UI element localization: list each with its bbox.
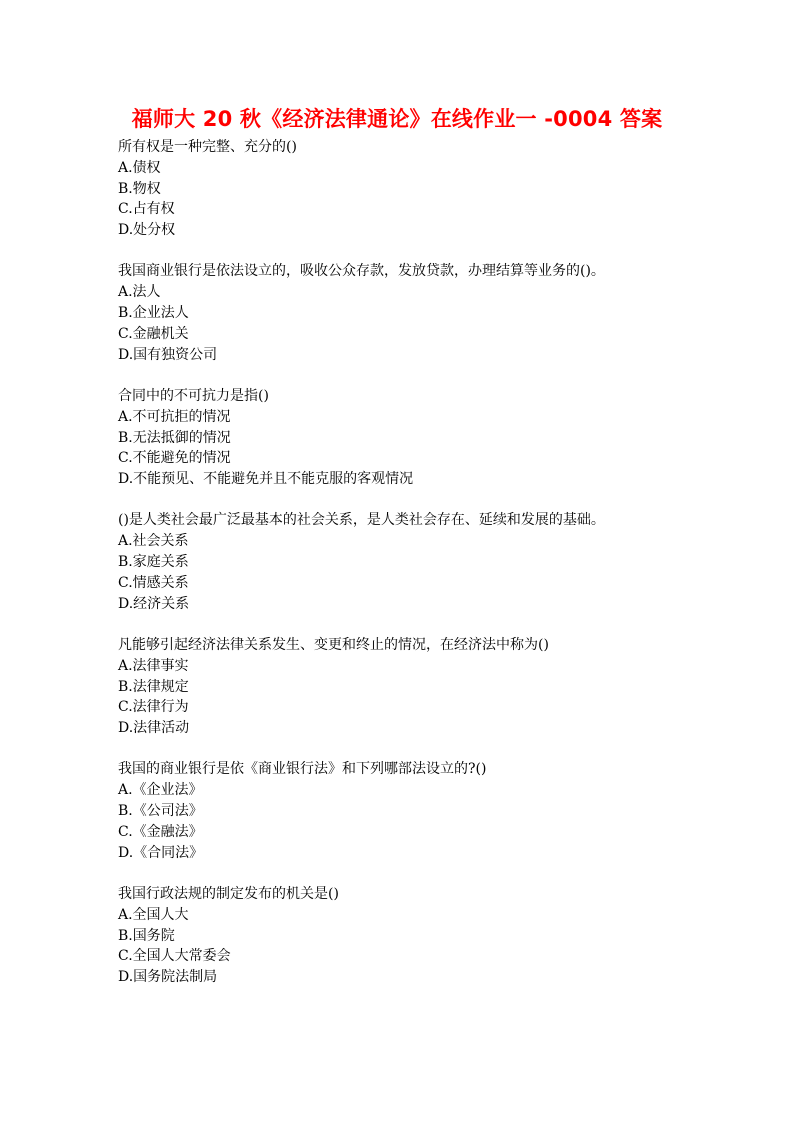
option-c: C.《金融法》 <box>118 823 203 840</box>
option-b: B.《公司法》 <box>118 803 203 820</box>
question-3 <box>118 386 718 490</box>
option-a: A.债权 <box>118 159 161 176</box>
question-7 <box>118 884 718 988</box>
option-d: D.经济关系 <box>118 595 190 612</box>
option-c: C.不能避免的情况 <box>118 450 231 467</box>
question-stem: 合同中的不可抗力是指() <box>118 387 269 404</box>
question-2 <box>118 261 718 365</box>
question-6 <box>118 759 718 863</box>
question-stem: 所有权是一种完整、充分的() <box>118 139 297 155</box>
option-a: A.法律事实 <box>118 657 189 674</box>
question-stem: 我国行政法规的制定发布的机关是() <box>118 885 339 902</box>
option-d: D.《合同法》 <box>118 844 204 861</box>
option-a: A.全国人大 <box>118 906 189 923</box>
option-b: B.国务院 <box>118 927 175 944</box>
option-b: B.物权 <box>118 180 161 197</box>
option-b: B.企业法人 <box>118 305 189 322</box>
question-1 <box>118 137 718 241</box>
question-stem: 我国商业银行是依法设立的，吸收公众存款，发放贷款，办理结算等业务的()。 <box>118 263 605 280</box>
option-a: A.社会关系 <box>118 533 189 550</box>
document-title: 福师大 20 秋《经济法律通论》在线作业一 -0004 答案 <box>131 107 663 131</box>
option-c: C.金融机关 <box>118 325 189 342</box>
option-a: A.法人 <box>118 284 161 301</box>
question-4 <box>118 510 718 614</box>
option-c: C.占有权 <box>118 201 175 218</box>
question-stem: 我国的商业银行是依《商业银行法》和下列哪部法设立的?() <box>118 761 487 778</box>
option-d: D.处分权 <box>118 222 176 239</box>
question-list <box>118 137 718 1008</box>
option-b: B.家庭关系 <box>118 554 189 571</box>
option-a: A.《企业法》 <box>118 782 203 799</box>
option-d: D.国务院法制局 <box>118 969 218 986</box>
option-c: C.情感关系 <box>118 574 189 591</box>
question-stem: 凡能够引起经济法律关系发生、变更和终止的情况，在经济法中称为() <box>118 636 549 653</box>
option-a: A.不可抗拒的情况 <box>118 408 231 425</box>
option-b: B.法律规定 <box>118 678 189 695</box>
question-stem: ()是人类社会最广泛最基本的社会关系，是人类社会存在、延续和发展的基础。 <box>118 512 605 529</box>
option-d: D.法律活动 <box>118 720 190 737</box>
option-d: D.不能预见、不能避免并且不能克服的客观情况 <box>118 471 414 488</box>
option-b: B.无法抵御的情况 <box>118 429 231 446</box>
option-c: C.法律行为 <box>118 699 189 716</box>
option-d: D.国有独资公司 <box>118 346 218 363</box>
option-c: C.全国人大常委会 <box>118 948 231 965</box>
question-5 <box>118 635 718 739</box>
